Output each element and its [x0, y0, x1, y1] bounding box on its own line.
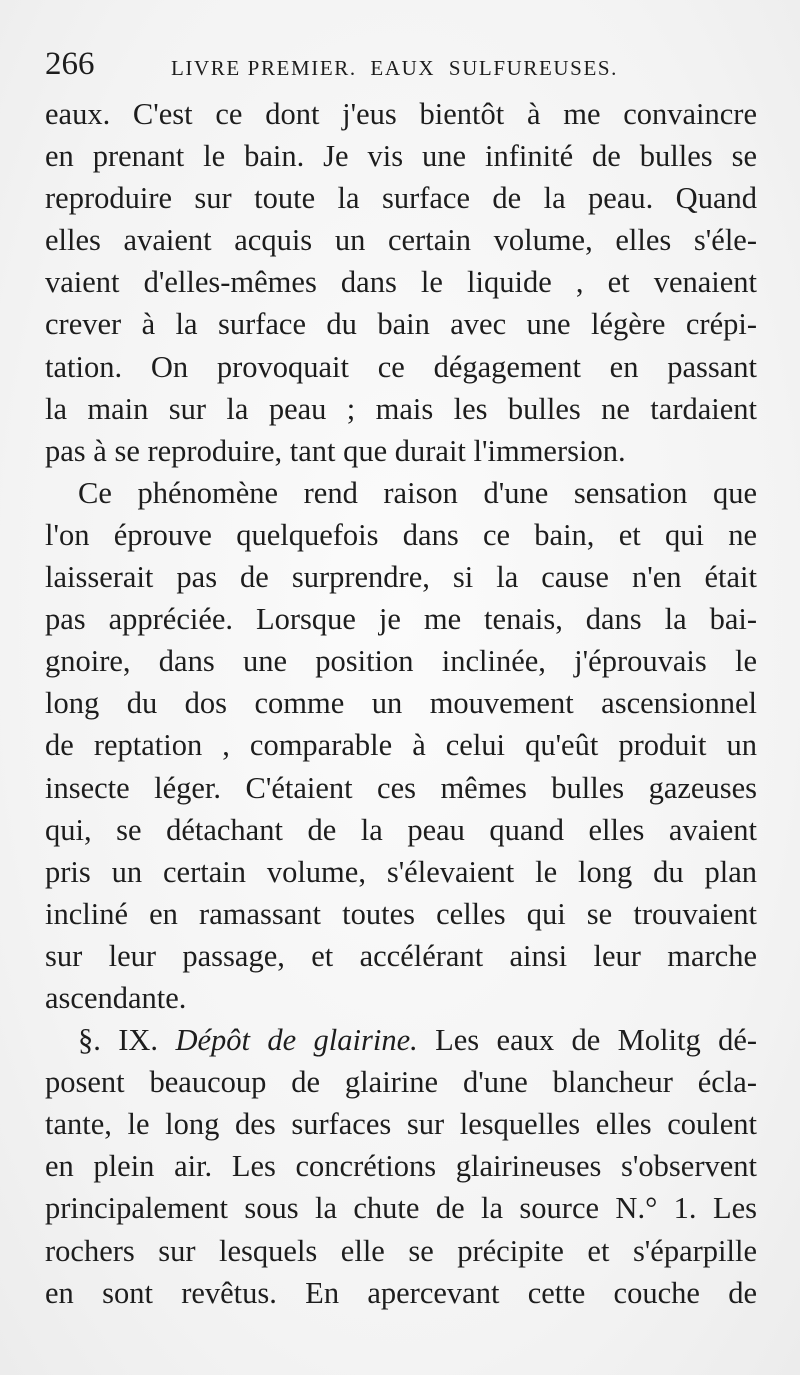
text-line: pas à se reproduire, tant que durait l'immersion. — [45, 433, 626, 468]
text-line: de reptation , comparable à celui qu'eût produit un — [45, 728, 757, 763]
paragraph-2 — [45, 472, 757, 1019]
text-line: principalement sous la chute de la source N.° 1. Les — [45, 1191, 757, 1226]
text-line: insecte léger. C'étaient ces mêmes bulles gazeuses — [45, 770, 757, 805]
text-line: rochers sur lesquels elle se précipite et s'éparpille — [45, 1233, 757, 1268]
text-line: la main sur la peau ; mais les bulles ne tardaient — [45, 391, 757, 426]
text-line: incliné en ramassant toutes celles qui se trouvaient — [45, 896, 757, 931]
text-line: Ce phénomène rend raison d'une sensation que — [78, 475, 757, 510]
text-line: qui, se détachant de la peau quand elles avaient — [45, 812, 757, 847]
section-first-line-text: Les eaux de Molitg dé- — [435, 1023, 757, 1058]
section-heading-line — [45, 1019, 757, 1061]
text-line: laisserait pas de surprendre, si la cause n'en était — [45, 560, 757, 595]
text-line: l'on éprouve quelquefois dans ce bain, et qui ne — [45, 517, 757, 552]
page-header — [45, 44, 755, 84]
section-title: Dépôt de glairine. — [175, 1023, 418, 1058]
text-line: vaient d'elles-mêmes dans le liquide , et venaient — [45, 265, 757, 300]
text-line: tation. On provoquait ce dégagement en passant — [45, 349, 757, 384]
text-line: en sont revêtus. En apercevant cette couche de — [45, 1275, 757, 1310]
text-line: tante, le long des surfaces sur lesquelles elles coulent — [45, 1107, 757, 1142]
text-line: pas appréciée. Lorsque je me tenais, dans la bai- — [45, 602, 757, 637]
text-line: en prenant le bain. Je vis une infinité de bulles se — [45, 139, 757, 174]
text-line: posent beaucoup de glairine d'une blancheur écla- — [45, 1065, 757, 1100]
text-line: en plein air. Les concrétions glairineuses s'observent — [45, 1149, 757, 1184]
running-head: LIVRE PREMIER. EAUX SULFUREUSES. — [171, 56, 619, 80]
section-mark: §. IX. — [78, 1023, 159, 1058]
text-line: sur leur passage, et accélérant ainsi leur marche — [45, 938, 757, 973]
body-text — [45, 93, 757, 1314]
text-line: reproduire sur toute la surface de la peau. Quand — [45, 181, 757, 216]
text-line: eaux. C'est ce dont j'eus bientôt à me convaincre — [45, 97, 757, 131]
text-line: pris un certain volume, s'élevaient le long du plan — [45, 854, 757, 889]
paragraph-1 — [45, 93, 757, 472]
text-line: elles avaient acquis un certain volume, elles s'éle- — [45, 223, 757, 258]
text-line: crever à la surface du bain avec une légère crépi- — [45, 307, 757, 342]
text-line: long du dos comme un mouvement ascensionnel — [45, 686, 757, 721]
paragraph-section-ix — [45, 1019, 757, 1314]
text-line: gnoire, dans une position inclinée, j'éprouvais le — [45, 644, 757, 679]
page-number: 266 — [45, 46, 95, 82]
text-line: ascendante. — [45, 980, 187, 1015]
